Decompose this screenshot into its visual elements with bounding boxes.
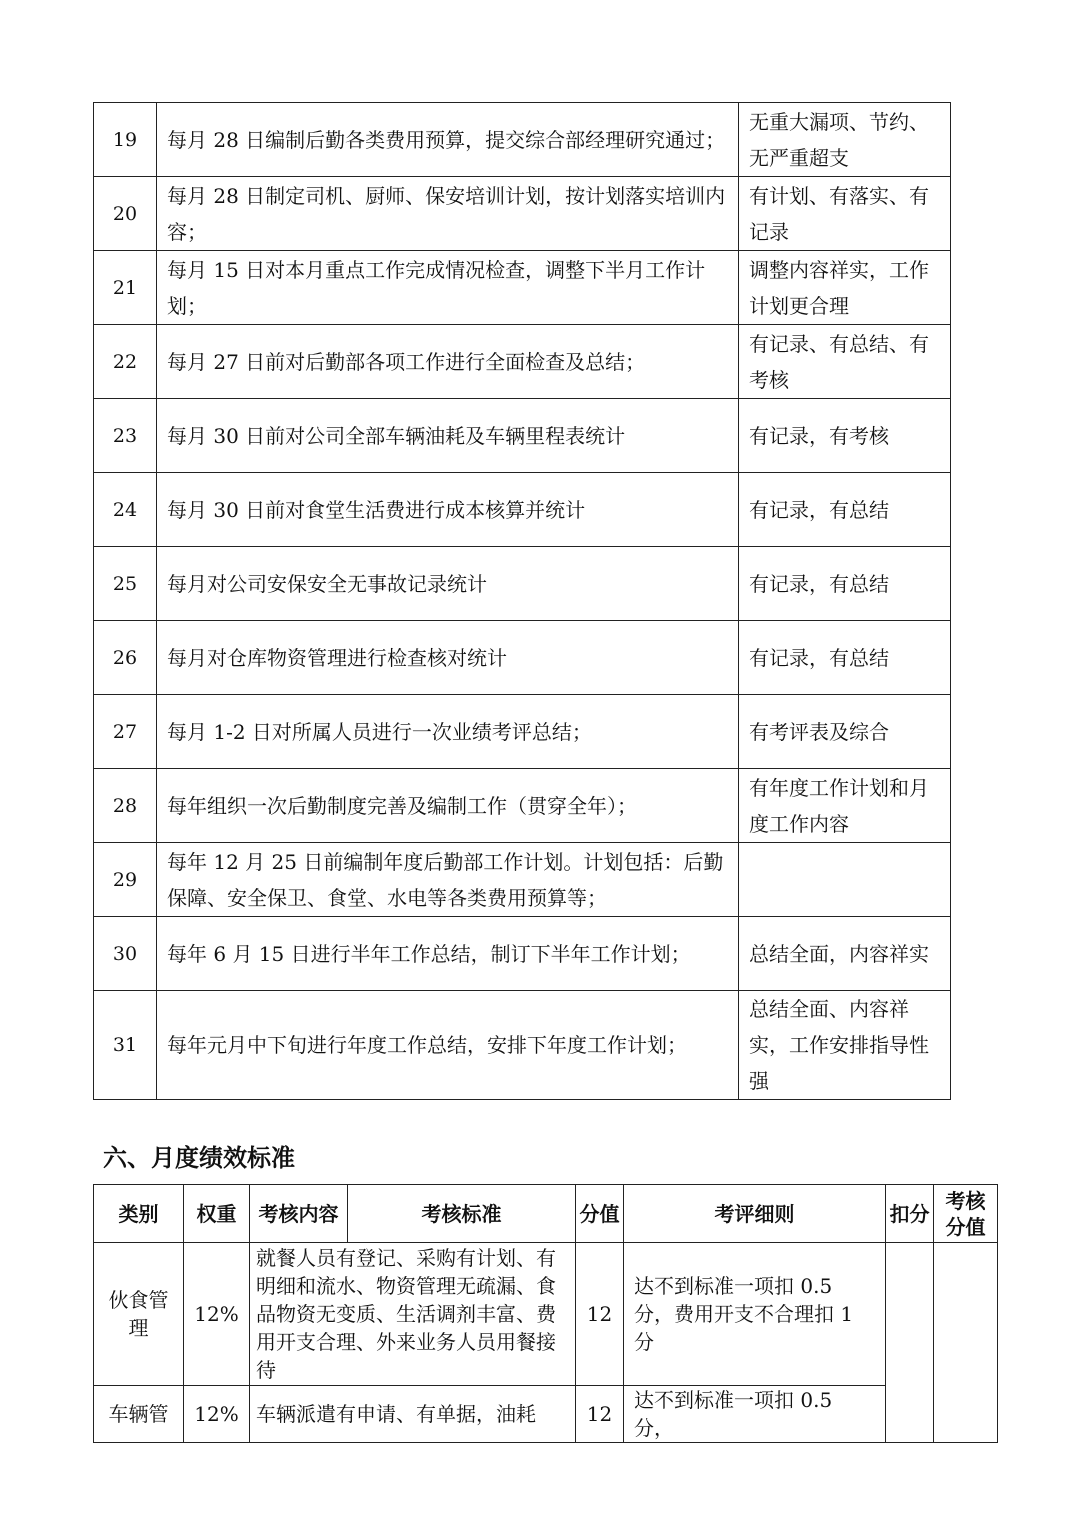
table-row	[94, 991, 951, 1100]
task-content: 每月 30 日前对食堂生活费进行成本核算并统计	[157, 473, 739, 547]
task-standard: 有记录，有总结	[739, 473, 951, 547]
table-row	[94, 399, 951, 473]
task-content: 每年元月中下旬进行年度工作总结，安排下年度工作计划；	[157, 991, 739, 1100]
task-standard: 有考评表及综合	[739, 695, 951, 769]
row-number: 29	[94, 843, 157, 917]
task-standard: 有记录、有总结、有考核	[739, 325, 951, 399]
task-standard: 总结全面、内容祥实，工作安排指导性强	[739, 991, 951, 1100]
row-number: 25	[94, 547, 157, 621]
header-content: 考核内容	[250, 1185, 348, 1243]
task-content: 每月 1-2 日对所属人员进行一次业绩考评总结；	[157, 695, 739, 769]
rules-cell: 达不到标准一项扣 0.5 分，	[624, 1386, 886, 1443]
task-content: 每年组织一次后勤制度完善及编制工作（贯穿全年）；	[157, 769, 739, 843]
task-content: 每月 15 日对本月重点工作完成情况检查，调整下半月工作计划；	[157, 251, 739, 325]
final-score-cell	[934, 1243, 998, 1443]
header-deduct: 扣分	[886, 1185, 934, 1243]
task-table	[93, 102, 951, 1100]
header-weight: 权重	[184, 1185, 250, 1243]
task-standard	[739, 843, 951, 917]
table-row	[94, 251, 951, 325]
task-content: 每年 12 月 25 日前编制年度后勤部工作计划。计划包括：后勤保障、安全保卫、食堂、水电等各类费用预算等；	[157, 843, 739, 917]
task-standard: 无重大漏项、节约、无严重超支	[739, 103, 951, 177]
row-number: 21	[94, 251, 157, 325]
task-content: 每年 6 月 15 日进行半年工作总结，制订下半年工作计划；	[157, 917, 739, 991]
task-standard: 有记录，有考核	[739, 399, 951, 473]
row-number: 19	[94, 103, 157, 177]
task-content: 每月 30 日前对公司全部车辆油耗及车辆里程表统计	[157, 399, 739, 473]
row-number: 28	[94, 769, 157, 843]
row-number: 20	[94, 177, 157, 251]
task-content: 每月对仓库物资管理进行检查核对统计	[157, 621, 739, 695]
table-row	[94, 917, 951, 991]
deduct-cell	[886, 1243, 934, 1443]
task-content: 每月 28 日制定司机、厨师、保安培训计划，按计划落实培训内容；	[157, 177, 739, 251]
task-content: 每月 27 日前对后勤部各项工作进行全面检查及总结；	[157, 325, 739, 399]
row-number: 23	[94, 399, 157, 473]
score-cell: 12	[576, 1386, 624, 1443]
table-row	[94, 621, 951, 695]
section-title: 六、月度绩效标准	[103, 1144, 295, 1172]
table-header-row	[94, 1185, 998, 1243]
row-number: 22	[94, 325, 157, 399]
header-final: 考核分值	[934, 1185, 998, 1243]
table-row	[94, 325, 951, 399]
table-row	[94, 769, 951, 843]
task-content: 每月对公司安保安全无事故记录统计	[157, 547, 739, 621]
performance-table	[93, 1184, 998, 1443]
table-row	[94, 103, 951, 177]
category-cell: 伙食管理	[94, 1243, 184, 1386]
header-rules: 考评细则	[624, 1185, 886, 1243]
row-number: 26	[94, 621, 157, 695]
table-row	[94, 177, 951, 251]
standard-cell: 车辆派遣有申请、有单据，油耗	[250, 1386, 576, 1443]
row-number: 27	[94, 695, 157, 769]
header-standard: 考核标准	[348, 1185, 576, 1243]
row-number: 30	[94, 917, 157, 991]
task-standard: 有计划、有落实、有记录	[739, 177, 951, 251]
rules-cell: 达不到标准一项扣 0.5 分，费用开支不合理扣 1 分	[624, 1243, 886, 1386]
standard-cell: 就餐人员有登记、采购有计划、有明细和流水、物资管理无疏漏、食品物资无变质、生活调剂丰富、费用开支合理、外来业务人员用餐接待	[250, 1243, 576, 1386]
table-row	[94, 547, 951, 621]
header-category: 类别	[94, 1185, 184, 1243]
score-cell: 12	[576, 1243, 624, 1386]
table-row	[94, 1243, 998, 1386]
task-standard: 有记录，有总结	[739, 547, 951, 621]
weight-cell: 12%	[184, 1386, 250, 1443]
table-row	[94, 843, 951, 917]
category-cell: 车辆管	[94, 1386, 184, 1443]
task-content: 每月 28 日编制后勤各类费用预算，提交综合部经理研究通过；	[157, 103, 739, 177]
row-number: 24	[94, 473, 157, 547]
row-number: 31	[94, 991, 157, 1100]
task-standard: 调整内容祥实，工作计划更合理	[739, 251, 951, 325]
table-row	[94, 695, 951, 769]
table-row	[94, 473, 951, 547]
task-standard: 有记录，有总结	[739, 621, 951, 695]
weight-cell: 12%	[184, 1243, 250, 1386]
table-row	[94, 1386, 998, 1443]
task-standard: 总结全面，内容祥实	[739, 917, 951, 991]
header-score: 分值	[576, 1185, 624, 1243]
task-standard: 有年度工作计划和月度工作内容	[739, 769, 951, 843]
